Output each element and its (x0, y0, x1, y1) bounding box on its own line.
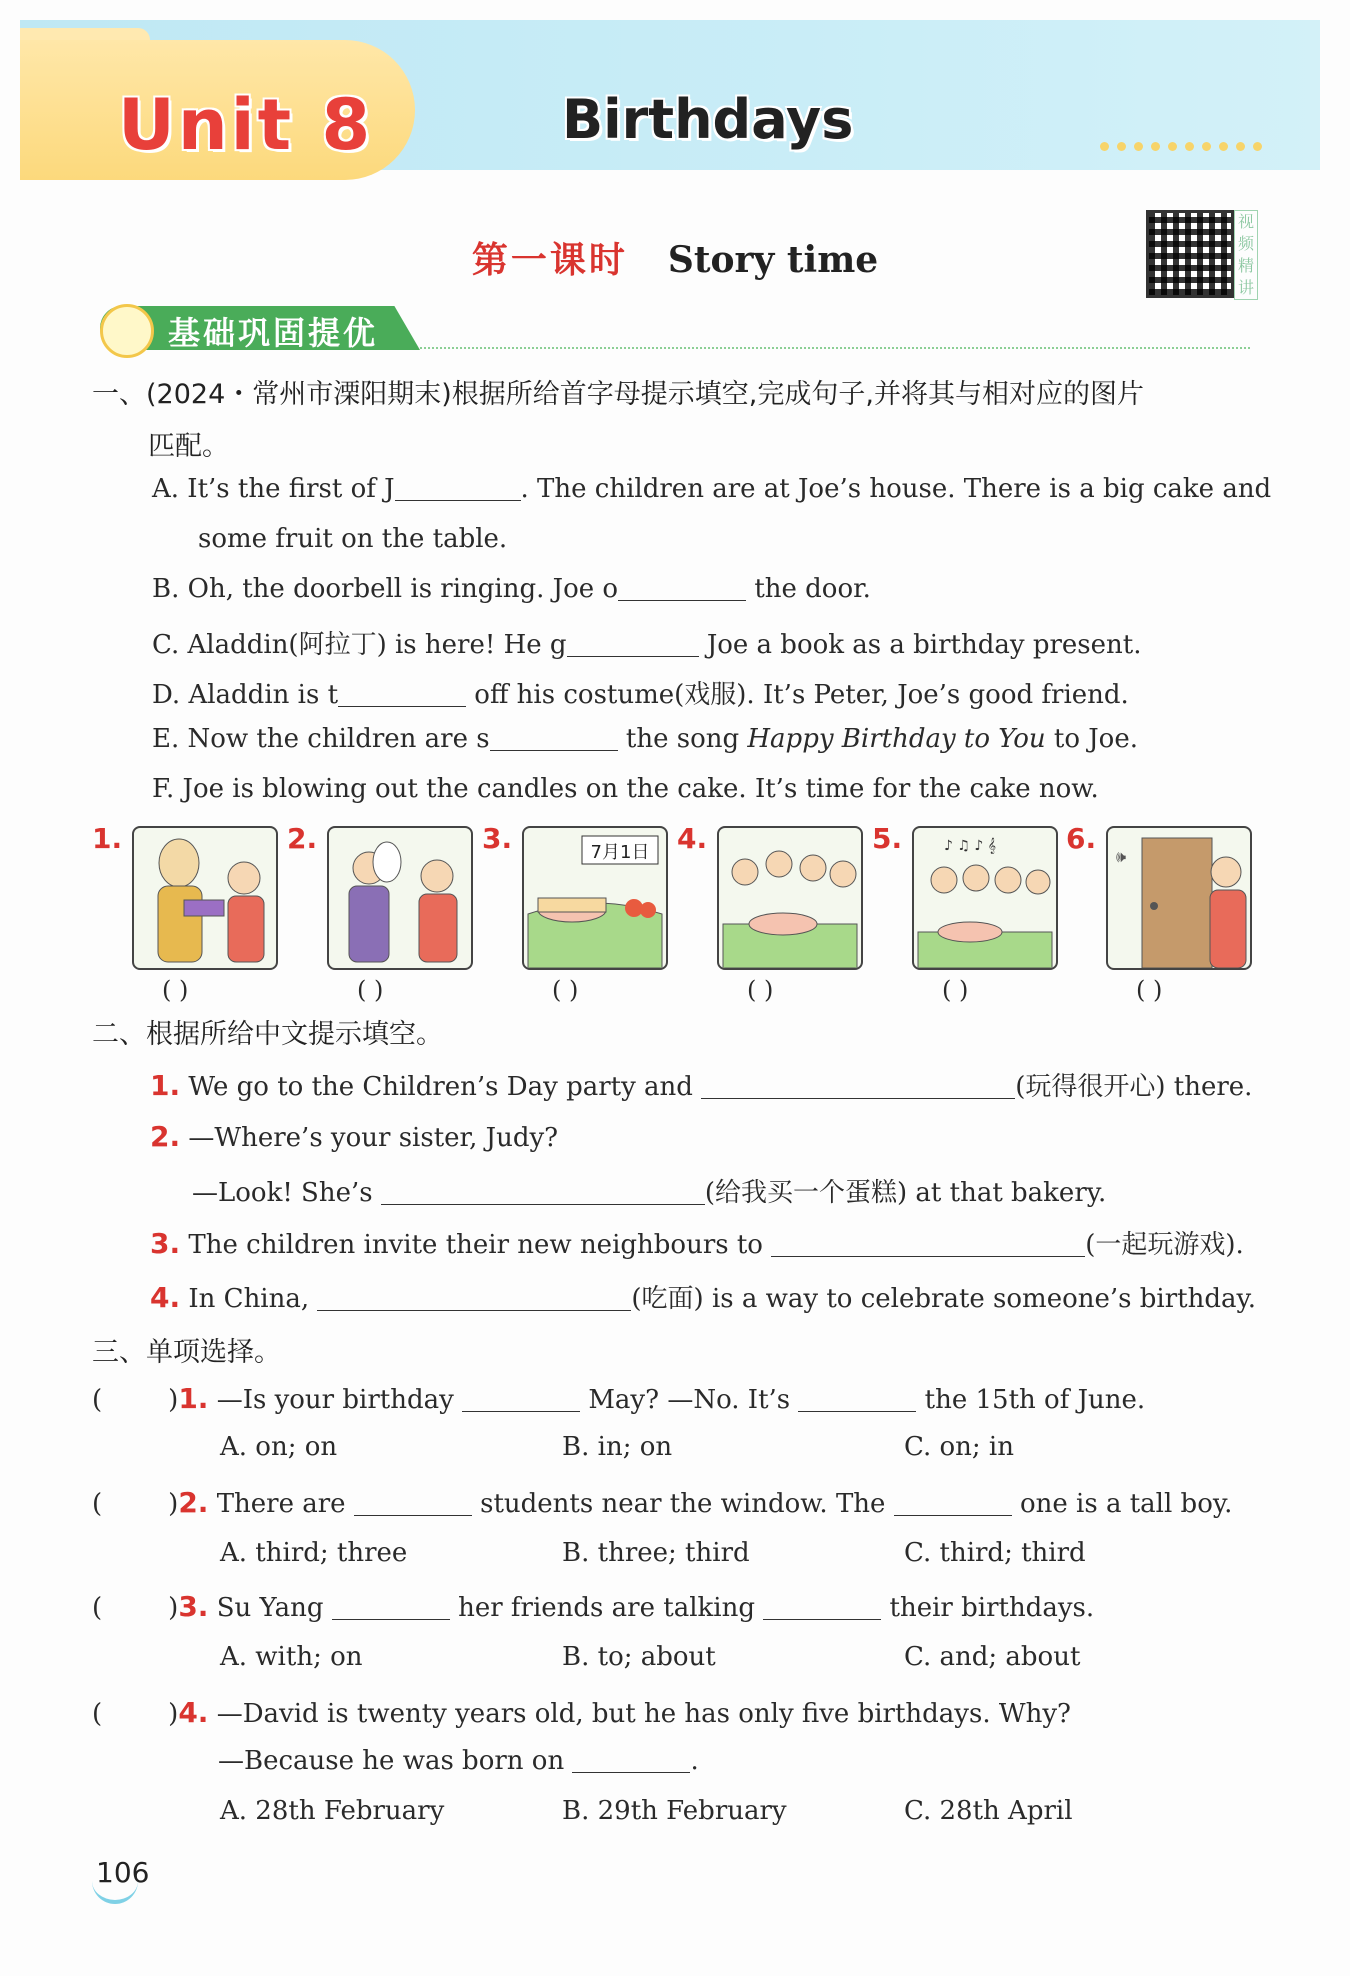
part2-item-2: 2. —Where’s your sister, Judy? (150, 1120, 559, 1153)
part1-item-a-cont: some fruit on the table. (198, 524, 508, 554)
choice-question-4: ( )4. —David is twenty years old, but he has only five birthdays. Why? (92, 1696, 1071, 1729)
option-c[interactable]: C. third; third (904, 1538, 1086, 1568)
page-number-decoration (92, 1880, 138, 1904)
picture-number: 3. (482, 822, 513, 855)
part1-item-f: F. Joe is blowing out the candles on the cake. It’s time for the cake now. (152, 774, 1099, 804)
blank[interactable] (701, 1072, 1015, 1099)
choice-question-4-cont: —Because he was born on . (218, 1746, 699, 1776)
picture-cake-table (522, 826, 668, 970)
part1-item-d: D. Aladdin is t off his costume(戏服). It’s Peter, Joe’s good friend. (152, 680, 1129, 710)
decorative-dots (1100, 136, 1270, 155)
part1-item-a: A. It’s the first of J . The children are at Joe’s house. There is a big cake and (152, 474, 1272, 504)
blank[interactable] (317, 1284, 631, 1311)
option-a[interactable]: A. third; three (220, 1538, 408, 1568)
picture-door (1106, 826, 1252, 970)
lesson-title-en: Story time (667, 239, 879, 281)
option-a[interactable]: A. on; on (220, 1432, 338, 1462)
blank (462, 1385, 580, 1412)
blank[interactable] (490, 724, 618, 751)
part2-heading: 二、根据所给中文提示填空。 (92, 1019, 443, 1050)
unit-title: Unit 8 (118, 84, 374, 166)
part1-heading-cont: 匹配。 (148, 431, 229, 462)
section-divider (420, 347, 1250, 349)
answer-bracket[interactable]: ( ) (357, 976, 384, 1004)
page-number: 106 (96, 1856, 150, 1889)
choice-question-1: ( )1. —Is your birthday May? —No. It’s the 15th of June. (92, 1382, 1146, 1415)
option-a[interactable]: A. with; on (220, 1642, 363, 1672)
answer-bracket[interactable]: ( ) (747, 976, 774, 1004)
option-b[interactable]: B. to; about (562, 1642, 716, 1672)
option-c[interactable]: C. on; in (904, 1432, 1014, 1462)
answer-bracket[interactable]: ( ) (1136, 976, 1163, 1004)
blank[interactable] (395, 474, 521, 501)
blank (332, 1593, 450, 1620)
part1-item-c: C. Aladdin(阿拉丁) is here! He g Joe a book as a birthday present. (152, 630, 1142, 660)
part2-item-4: 4. In China, (吃面) is a way to celebrate someone’s birthday. (150, 1281, 1256, 1314)
picture-number: 4. (677, 822, 708, 855)
calendar-label: 7月1日 (590, 842, 650, 863)
picture-number: 5. (872, 822, 903, 855)
blank (572, 1746, 690, 1773)
blank[interactable] (567, 630, 699, 657)
choice-question-3: ( )3. Su Yang her friends are talking their birthdays. (92, 1590, 1095, 1623)
answer-bracket[interactable]: ( ) (162, 976, 189, 1004)
blank (354, 1489, 472, 1516)
qr-label: 视频精讲 (1234, 210, 1258, 300)
picture-number: 2. (287, 822, 318, 855)
svg-text:🕪: 🕪 (1116, 847, 1127, 866)
option-b[interactable]: B. three; third (562, 1538, 750, 1568)
part2-item-3: 3. The children invite their new neighbours to (一起玩游戏). (150, 1227, 1244, 1260)
qr-code-icon[interactable] (1146, 210, 1234, 298)
picture-number: 1. (92, 822, 123, 855)
option-b[interactable]: B. in; on (562, 1432, 673, 1462)
blank[interactable] (618, 574, 746, 601)
blank (763, 1593, 881, 1620)
answer-bracket[interactable]: ( ) (552, 976, 579, 1004)
option-a[interactable]: A. 28th February (220, 1796, 445, 1826)
svg-text:♪ ♫ ♪ 𝄞: ♪ ♫ ♪ 𝄞 (944, 838, 997, 854)
blank (798, 1385, 916, 1412)
picture-children-cake (717, 826, 863, 970)
blank[interactable] (381, 1178, 705, 1205)
answer-bracket[interactable]: ( ) (942, 976, 969, 1004)
picture-number: 6. (1066, 822, 1097, 855)
picture-children-singing (912, 826, 1058, 970)
blank[interactable] (771, 1230, 1085, 1257)
section-label: 基础巩固提优 (168, 314, 379, 352)
part1-item-e: E. Now the children are s the song Happy Birthday to You to Joe. (152, 724, 1138, 754)
unit-topic-title: Birthdays (562, 88, 854, 151)
part2-item-1: 1. We go to the Children’s Day party and (玩得很开心) there. (150, 1069, 1253, 1102)
blank (894, 1489, 1012, 1516)
part3-heading: 三、单项选择。 (92, 1337, 281, 1368)
book-sun-icon (100, 304, 154, 358)
lesson-title-cn: 第一课时 (471, 239, 628, 281)
blank[interactable] (338, 680, 466, 707)
choice-question-2: ( )2. There are students near the window. The one is a tall boy. (92, 1486, 1233, 1519)
picture-aladdin-gift (132, 826, 278, 970)
part2-item-2-answer: —Look! She’s (给我买一个蛋糕) at that bakery. (192, 1178, 1107, 1208)
part1-heading: 一、(2024・常州市溧阳期末)根据所给首字母提示填空,完成句子,并将其与相对应的图片 (92, 379, 1144, 410)
option-c[interactable]: C. and; about (904, 1642, 1081, 1672)
part1-item-b: B. Oh, the doorbell is ringing. Joe o the door. (152, 574, 871, 604)
picture-costume-off (327, 826, 473, 970)
option-b[interactable]: B. 29th February (562, 1796, 787, 1826)
option-c[interactable]: C. 28th April (904, 1796, 1073, 1826)
